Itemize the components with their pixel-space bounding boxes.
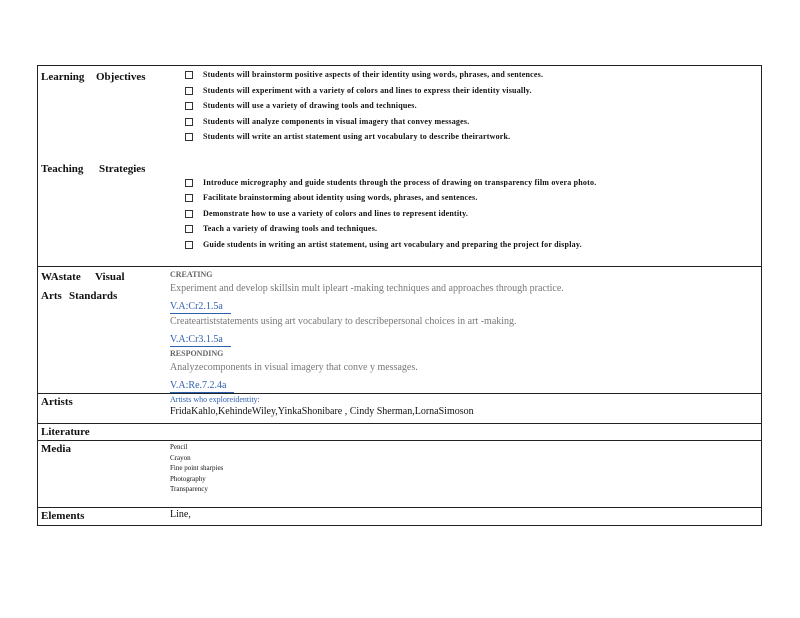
list-item: Photography (170, 474, 206, 483)
creating-heading: CREATING (170, 270, 213, 279)
literature-label: Literature (41, 426, 90, 438)
teaching-strategies-list (167, 175, 761, 253)
list-item: Facilitate brainstorming about identity using words, phrases, and sentences. (167, 190, 761, 206)
literature-row (38, 424, 762, 441)
media-content-cell (167, 441, 762, 508)
list-item: Guide students in writing an artist statement, using art vocabulary and preparing the project for display. (167, 237, 761, 253)
creating-standard-text-2: Createartiststatements using art vocabulary to describepersonal choices in art -making. (170, 316, 517, 327)
responding-heading: RESPONDING (170, 349, 224, 358)
checkbox-bullet-icon (185, 87, 193, 95)
standard-code-link[interactable]: V.A:Cr3.1.5a (170, 333, 231, 347)
elements-content-cell (167, 508, 762, 526)
teaching-strategies-label (38, 161, 167, 177)
checkbox-bullet-icon (185, 241, 193, 249)
responding-standard-text: Analyzecomponents in visual imagery that conve y messages. (170, 362, 418, 373)
list-item: Students will use a variety of drawing tools and techniques. (167, 98, 761, 114)
list-item: Teach a variety of drawing tools and techniques. (167, 221, 761, 237)
artists-heading: Artists who exploreidentity: (170, 395, 260, 404)
artists-label-cell (38, 394, 168, 424)
teaching-word: Teaching (41, 163, 84, 175)
lesson-plan-table (37, 65, 762, 526)
elements-text: Line, (170, 509, 191, 520)
media-label: Media (41, 443, 71, 455)
list-item: Transparency (170, 485, 208, 493)
literature-label-cell (38, 424, 168, 441)
standards-content-cell (167, 267, 762, 394)
artists-names: FridaKahlo,KehindeWiley,YinkaShonibare , Cindy Sherman,LornaSimoson (170, 406, 474, 417)
list-item: Fine point sharpies (170, 464, 224, 472)
elements-label-cell (38, 508, 168, 526)
checkbox-bullet-icon (185, 179, 193, 187)
standards-row (38, 267, 762, 394)
list-item: Students will write an artist statement using art vocabulary to describe theirartwork. (167, 129, 761, 145)
standard-code-link[interactable]: V.A:Cr2.1.5a (170, 300, 231, 314)
checkbox-bullet-icon (185, 118, 193, 126)
elements-label: Elements (41, 510, 85, 522)
artists-content-cell (167, 394, 762, 424)
media-row (38, 441, 762, 508)
learning-word: Learning (41, 71, 85, 83)
checkbox-bullet-icon (185, 133, 193, 141)
checkbox-bullet-icon (185, 71, 193, 79)
media-label-cell (38, 441, 168, 508)
objectives-word: Objectives (96, 71, 146, 83)
list-item: Students will experiment with a variety of colors and lines to express their identity visually. (167, 83, 761, 99)
list-item: Crayon (170, 453, 191, 462)
list-item: Students will brainstorm positive aspects of their identity using words, phrases, and sentences. (167, 67, 761, 83)
objectives-label-cell (38, 66, 168, 267)
standards-label: WAstate Visual Arts Standards (41, 271, 125, 302)
checkbox-bullet-icon (185, 102, 193, 110)
standards-label-cell (38, 267, 168, 394)
learning-objectives-label (38, 69, 167, 85)
strategies-word: Strategies (99, 163, 146, 175)
list-item: Students will analyze components in visual imagery that convey messages. (167, 114, 761, 130)
literature-content-cell (167, 424, 762, 441)
objectives-strategies-row (38, 66, 762, 267)
media-list (167, 442, 761, 495)
list-item: Demonstrate how to use a variety of colors and lines to represent identity. (167, 206, 761, 222)
artists-label: Artists (41, 396, 73, 408)
standard-code-link[interactable]: V.A:Re.7.2.4a (170, 379, 234, 393)
creating-standard-text-1: Experiment and develop skillsin mult ipleart -making techniques and approaches through practice. (170, 283, 564, 294)
list-item: Introduce micrography and guide students through the process of drawing on transparency film overa photo. (167, 175, 761, 191)
learning-objectives-list (167, 67, 761, 145)
checkbox-bullet-icon (185, 194, 193, 202)
checkbox-bullet-icon (185, 225, 193, 233)
elements-row (38, 508, 762, 526)
objectives-content-cell (167, 66, 762, 267)
list-item: Pencil (170, 443, 188, 451)
checkbox-bullet-icon (185, 210, 193, 218)
artists-row (38, 394, 762, 424)
